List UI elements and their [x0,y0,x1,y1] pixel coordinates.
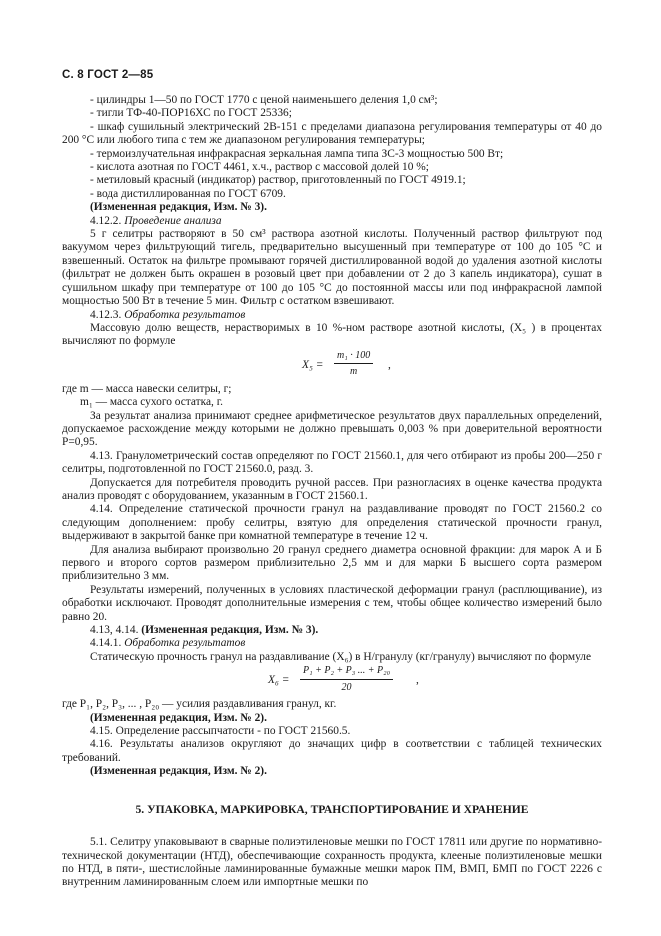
paragraph: Результаты измерений, полученных в условиях пластической деформации гранул (расплющивание), из обработки исключают. Проводят дополнительные измерения с тем, чтобы общее количество измерений было равно 20. [62,583,602,623]
formula-numerator: P₁ + P₂ + P₃ ... + P₂₀ [300,664,393,679]
edit-note: (Измененная редакция, Изм. № 2). [90,711,267,724]
edit-note: (Измененная редакция, Изм. № 3). [90,201,267,214]
formula-lhs: X₆ = [268,674,290,687]
formula-denominator: m [349,366,358,378]
list-item: - тигли ТФ-40-ПОР16ХС по ГОСТ 25336; [90,107,292,120]
paragraph: 5 г селитры растворяют в 50 см³ раствора азотной кислоты. Полученный раствор фильтруют под вакуумом через фильтрующий тигель, предварительно высушенный при температуре от 100 до 105 °С и взвешенный. Остаток на фильтре промывают горячей дистиллированной водой до удаления азотной кислоты (фильтрат не должен быть окрашен в розовый цвет при добавлении от 2 до 3 капель индикатора), сушат в сушильном шкафу при температуре от 100 до 105 °С до постоянной массы или под инфракрасной лампой мощностью 500 Вт в течение 5 мин. Фильтр с остатком взвешивают. [62,228,602,308]
paragraph: Допускается для потребителя проводить ручной рассев. При разногласиях в оценке качества продукта анализ проводят с оборудованием, указанным в ГОСТ 21560.1. [62,476,602,502]
subsection-number: 4.14.1. [90,637,122,650]
subsection-number: 4.12.3. [90,308,122,321]
list-item: - цилиндры 1—50 по ГОСТ 1770 с ценой наименьшего деления 1,0 см³; [90,94,438,106]
subsection-heading [62,309,602,322]
list-item: - термоизлучательная инфракрасная зеркальная лампа типа ЗС-3 мощностью 500 Вт; [90,147,504,160]
edit-text: (Измененная редакция, Изм. № 3). [141,624,319,637]
paragraph: Для анализа выбирают произвольно 20 гранул среднего диаметра основной фракции: для марок А и Б первого и второго сортов размером приблизительно 2,5 мм и для марки Б высшего сорта размером приблизительно 3 мм. [62,543,602,583]
subsection-number: 4.12.2. [90,214,122,227]
subsection-heading [62,215,602,228]
formula-x5 [62,349,602,383]
edit-note: (Измененная редакция, Изм. № 2). [90,765,267,778]
paragraph: 5.1. Селитру упаковывают в сварные полиэтиленовые мешки по ГОСТ 17811 или другие по нормативно-технической документации (НТД), обеспечивающие сохранность продукта, клееные полиэтиленовые мешки по НТД, в пяти-, шестислойные ламинированные бумажные мешки марок ПМ, ВМП, БМП по ГОСТ 2226 с внутренним ламинированным слоем или импортные мешки по [62,836,602,889]
paragraph: 4.15. Определение рассыпчатости - по ГОСТ 21560.5. [90,725,351,738]
list-item: - шкаф сушильный электрический 2В-151 с пределами диапазона регулирования температуры от 40 до 200 °С или любого типа с тем же диапазоном регулирования температуры; [62,120,602,147]
document-body [62,94,602,890]
subsection-heading [62,637,602,650]
paragraph: 4.14. Определение статической прочности гранул на раздавливание проводят по ГОСТ 21560.2 со следующим дополнением: пробу селитры, взятую для определения статической прочности гранул, выдерживают в закрытой банке при комнатной температуре в течение 12 ч. [62,503,602,543]
list-item: - кислота азотная по ГОСТ 4461, х.ч., раствор с массовой долей 10 %; [90,161,429,174]
paragraph: Статическую прочность гранул на раздавливание (X₆) в Н/гранулу (кг/гранулу) вычисляют по формуле [90,650,592,663]
list-item: - метиловый красный (индикатор) раствор, приготовленный по ГОСТ 4919.1; [90,174,466,187]
formula-x6 [62,664,602,698]
subsection-title: Проведение анализа [124,214,222,227]
list-item: - вода дистиллированная по ГОСТ 6709. [90,187,286,200]
formula-explanation: где P₁, P₂, P₃, ... , P₂₀ — усилия раздавливания гранул, кг. [62,698,337,711]
subsection-title: Обработка результатов [124,308,246,321]
formula-fraction [300,664,393,694]
page-header: С. 8 ГОСТ 2—85 [62,69,154,81]
paragraph: 4.13. Гранулометрический состав определяют по ГОСТ 21560.1, для чего отбирают из пробы 200—250 г селитры, подготовленной по ГОСТ 21560.0, разд. 3. [62,449,602,476]
formula-lhs: X₅ = [302,358,324,371]
paragraph: За результат анализа принимают среднее арифметическое результатов двух параллельных определений, допускаемое расхождение между которыми не должно превышать 0,003 % при доверительной вероятности P=0,95. [62,409,602,449]
formula-tail: , [388,358,391,371]
formula-explanation: где m — масса навески селитры, г; [62,382,232,395]
subsection-title: Обработка результатов [124,637,246,650]
paragraph: 4.16. Результаты анализов округляют до значащих цифр в соответствии с таблицей технических требований. [62,738,602,764]
formula-tail: , [416,674,419,687]
edit-prefix: 4.13, 4.14. [90,624,139,637]
formula-explanation: m₁ — масса сухого остатка, г. [80,396,223,409]
edit-note [62,624,602,637]
formula-numerator: m₁ · 100 [334,349,373,364]
section-title: 5. УПАКОВКА, МАРКИРОВКА, ТРАНСПОРТИРОВАНИЕ И ХРАНЕНИЕ [135,802,529,816]
formula-denominator: 20 [341,681,352,693]
formula-fraction [334,349,373,379]
paragraph: Массовую долю веществ, нерастворимых в 10 %-ном растворе азотной кислоты, (X₅ ) в процентах вычисляют по формуле [62,321,602,348]
